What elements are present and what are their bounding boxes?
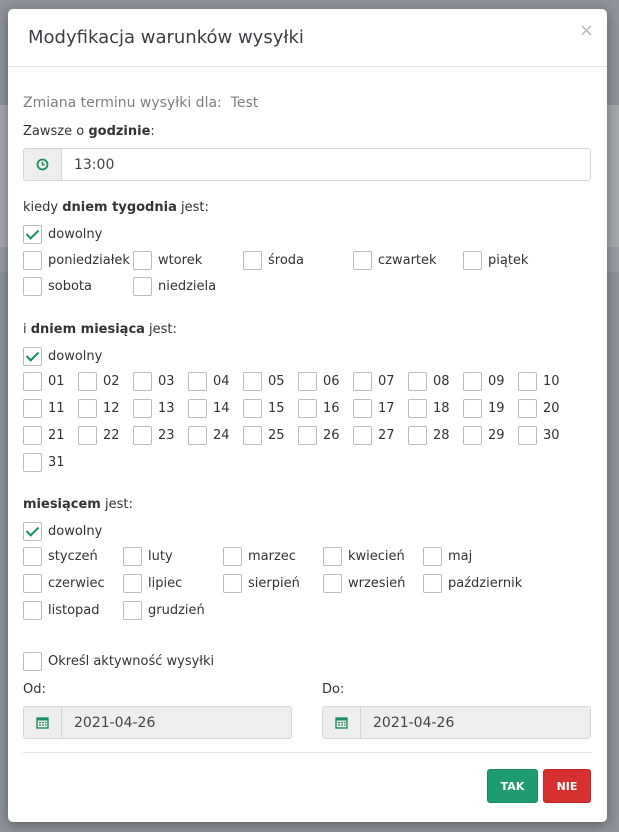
monthday-any-checkbox[interactable] bbox=[23, 347, 102, 366]
activity-checkbox[interactable] bbox=[23, 652, 214, 671]
month-checkbox-9-label: wrzesień bbox=[348, 576, 406, 591]
monthday-label-pre: i bbox=[23, 322, 31, 337]
subtitle bbox=[23, 95, 258, 111]
month-checkbox-12[interactable] bbox=[123, 601, 205, 620]
from-date-group[interactable] bbox=[23, 706, 292, 739]
monthday-checkbox-18[interactable] bbox=[408, 399, 450, 418]
month-checkbox-12-box[interactable] bbox=[123, 601, 142, 620]
monthday-checkbox-11-box[interactable] bbox=[23, 399, 42, 418]
calendar-icon bbox=[323, 707, 361, 738]
monthday-checkbox-15-label: 15 bbox=[268, 401, 285, 416]
monthday-checkbox-03[interactable] bbox=[133, 372, 175, 391]
monthday-checkbox-18-box[interactable] bbox=[408, 399, 427, 418]
monthday-label-bold: dniem miesiąca bbox=[30, 322, 145, 337]
monthday-checkbox-08[interactable] bbox=[408, 372, 450, 391]
monthday-checkbox-29-box[interactable] bbox=[463, 426, 482, 445]
monthday-checkbox-13-label: 13 bbox=[158, 401, 175, 416]
monthday-checkbox-23-label: 23 bbox=[158, 428, 175, 443]
monthday-checkbox-28-box[interactable] bbox=[408, 426, 427, 445]
month-checkbox-4-box[interactable] bbox=[323, 547, 342, 566]
weekday-checkbox-3-label: środa bbox=[268, 253, 305, 268]
month-any-checkbox-label: dowolny bbox=[48, 524, 103, 539]
monthday-checkbox-27-label: 27 bbox=[378, 428, 395, 443]
monthday-checkbox-05-box[interactable] bbox=[243, 372, 262, 391]
monthday-checkbox-04-label: 04 bbox=[213, 374, 230, 389]
monthday-checkbox-09[interactable] bbox=[463, 372, 505, 391]
monthday-checkbox-30-label: 30 bbox=[543, 428, 560, 443]
monthday-checkbox-19[interactable] bbox=[463, 399, 505, 418]
monthday-checkbox-27-box[interactable] bbox=[353, 426, 372, 445]
month-checkbox-7-label: lipiec bbox=[148, 576, 183, 591]
month-label-bold: miesiącem bbox=[23, 497, 101, 512]
monthday-any-checkbox-box[interactable] bbox=[23, 347, 42, 366]
monthday-checkbox-18-label: 18 bbox=[433, 401, 450, 416]
close-icon[interactable]: × bbox=[578, 20, 594, 41]
weekday-checkbox-3[interactable] bbox=[243, 251, 304, 270]
monthday-checkbox-16-label: 16 bbox=[323, 401, 340, 416]
monthday-checkbox-16-box[interactable] bbox=[298, 399, 317, 418]
monthday-checkbox-04[interactable] bbox=[188, 372, 230, 391]
weekday-checkbox-2[interactable] bbox=[133, 251, 202, 270]
monthday-checkbox-14-label: 14 bbox=[213, 401, 230, 416]
month-checkbox-2-label: luty bbox=[148, 549, 173, 564]
subtitle-name: Test bbox=[230, 95, 259, 111]
monthday-checkbox-21-label: 21 bbox=[48, 428, 65, 443]
monthday-checkbox-07-label: 07 bbox=[378, 374, 395, 389]
weekday-checkbox-6-box[interactable] bbox=[23, 277, 42, 296]
monthday-checkbox-17-box[interactable] bbox=[353, 399, 372, 418]
footer-divider bbox=[23, 752, 592, 753]
to-date-input[interactable]: 2021-04-26 bbox=[361, 707, 590, 738]
time-input[interactable]: 13:00 bbox=[74, 156, 115, 173]
month-checkbox-10-box[interactable] bbox=[423, 574, 442, 593]
month-checkbox-1-label: styczeń bbox=[48, 549, 98, 564]
weekday-label-pre: kiedy bbox=[23, 200, 63, 215]
monthday-checkbox-11[interactable] bbox=[23, 399, 65, 418]
no-button[interactable]: NIE bbox=[543, 769, 591, 803]
month-checkbox-3-box[interactable] bbox=[223, 547, 242, 566]
monthday-checkbox-31-box[interactable] bbox=[23, 453, 42, 472]
modal-title: Modyfikacja warunków wysyłki bbox=[28, 27, 304, 48]
month-checkbox-12-label: grudzień bbox=[148, 603, 205, 618]
monthday-checkbox-22-label: 22 bbox=[103, 428, 120, 443]
month-checkbox-3[interactable] bbox=[223, 547, 296, 566]
time-label bbox=[23, 124, 155, 139]
monthday-checkbox-24[interactable] bbox=[188, 426, 230, 445]
month-any-checkbox-box[interactable] bbox=[23, 522, 42, 541]
monthday-checkbox-23-box[interactable] bbox=[133, 426, 152, 445]
month-checkbox-8-box[interactable] bbox=[223, 574, 242, 593]
monthday-checkbox-20[interactable] bbox=[518, 399, 560, 418]
month-checkbox-11-label: listopad bbox=[48, 603, 100, 618]
yes-button[interactable]: TAK bbox=[487, 769, 538, 803]
month-checkbox-2[interactable] bbox=[123, 547, 173, 566]
from-date-input[interactable]: 2021-04-26 bbox=[62, 707, 291, 738]
weekday-checkbox-7[interactable] bbox=[133, 277, 216, 296]
monthday-checkbox-01-box[interactable] bbox=[23, 372, 42, 391]
monthday-checkbox-20-label: 20 bbox=[543, 401, 560, 416]
to-label: Do: bbox=[322, 682, 345, 697]
monthday-checkbox-19-box[interactable] bbox=[463, 399, 482, 418]
monthday-checkbox-12-label: 12 bbox=[103, 401, 120, 416]
weekday-checkbox-7-label: niedziela bbox=[158, 279, 217, 294]
monthday-checkbox-02-label: 02 bbox=[103, 374, 120, 389]
calendar-icon bbox=[24, 707, 62, 738]
month-label bbox=[23, 497, 133, 512]
monthday-checkbox-21-box[interactable] bbox=[23, 426, 42, 445]
weekday-checkbox-5-label: piątek bbox=[488, 253, 529, 268]
monthday-checkbox-02-box[interactable] bbox=[78, 372, 97, 391]
monthday-checkbox-31[interactable] bbox=[23, 453, 65, 472]
month-checkbox-9-box[interactable] bbox=[323, 574, 342, 593]
weekday-checkbox-7-box[interactable] bbox=[133, 277, 152, 296]
subtitle-prefix: Zmiana terminu wysyłki dla: bbox=[23, 95, 222, 111]
monthday-checkbox-17[interactable] bbox=[353, 399, 395, 418]
monthday-checkbox-29[interactable] bbox=[463, 426, 505, 445]
monthday-checkbox-02[interactable] bbox=[78, 372, 120, 391]
month-checkbox-3-label: marzec bbox=[248, 549, 296, 564]
monthday-checkbox-08-label: 08 bbox=[433, 374, 450, 389]
monthday-checkbox-30-box[interactable] bbox=[518, 426, 537, 445]
monthday-checkbox-01[interactable] bbox=[23, 372, 65, 391]
monthday-checkbox-06-label: 06 bbox=[323, 374, 340, 389]
monthday-checkbox-12[interactable] bbox=[78, 399, 120, 418]
monthday-checkbox-05[interactable] bbox=[243, 372, 285, 391]
from-label: Od: bbox=[23, 682, 46, 697]
monthday-checkbox-14[interactable] bbox=[188, 399, 230, 418]
weekday-label-bold: dniem tygodnia bbox=[62, 200, 177, 215]
month-checkbox-5-label: maj bbox=[448, 549, 473, 564]
weekday-any-checkbox-box[interactable] bbox=[23, 225, 42, 244]
month-checkbox-10-label: październik bbox=[448, 576, 523, 591]
weekday-checkbox-2-label: wtorek bbox=[158, 253, 203, 268]
monthday-checkbox-22-box[interactable] bbox=[78, 426, 97, 445]
monthday-checkbox-13-box[interactable] bbox=[133, 399, 152, 418]
month-checkbox-11-box[interactable] bbox=[23, 601, 42, 620]
month-checkbox-5[interactable] bbox=[423, 547, 472, 566]
weekday-checkbox-5-box[interactable] bbox=[463, 251, 482, 270]
monthday-checkbox-10-box[interactable] bbox=[518, 372, 537, 391]
monthday-checkbox-06-box[interactable] bbox=[298, 372, 317, 391]
monthday-checkbox-14-box[interactable] bbox=[188, 399, 207, 418]
weekday-checkbox-6-label: sobota bbox=[48, 279, 92, 294]
month-checkbox-6-box[interactable] bbox=[23, 574, 42, 593]
month-checkbox-11[interactable] bbox=[23, 601, 100, 620]
monthday-checkbox-26-box[interactable] bbox=[298, 426, 317, 445]
weekday-checkbox-4-box[interactable] bbox=[353, 251, 372, 270]
monthday-checkbox-09-box[interactable] bbox=[463, 372, 482, 391]
weekday-checkbox-1-label: poniedziałek bbox=[48, 253, 130, 268]
weekday-checkbox-4-label: czwartek bbox=[378, 253, 437, 268]
monthday-checkbox-27[interactable] bbox=[353, 426, 395, 445]
time-label-pre: Zawsze o bbox=[23, 124, 89, 139]
month-checkbox-4[interactable] bbox=[323, 547, 405, 566]
monthday-checkbox-22[interactable] bbox=[78, 426, 120, 445]
month-label-post: jest: bbox=[100, 497, 133, 512]
weekday-label-post: jest: bbox=[176, 200, 209, 215]
monthday-checkbox-15[interactable] bbox=[243, 399, 285, 418]
monthday-checkbox-11-label: 11 bbox=[48, 401, 65, 416]
month-checkbox-1-box[interactable] bbox=[23, 547, 42, 566]
monthday-checkbox-25[interactable] bbox=[243, 426, 285, 445]
weekday-any-checkbox[interactable] bbox=[23, 225, 102, 244]
monthday-checkbox-25-label: 25 bbox=[268, 428, 285, 443]
modal-header bbox=[8, 9, 607, 67]
monthday-checkbox-12-box[interactable] bbox=[78, 399, 97, 418]
month-checkbox-6[interactable] bbox=[23, 574, 105, 593]
monthday-checkbox-06[interactable] bbox=[298, 372, 340, 391]
monthday-checkbox-21[interactable] bbox=[23, 426, 65, 445]
monthday-checkbox-20-box[interactable] bbox=[518, 399, 537, 418]
month-checkbox-6-label: czerwiec bbox=[48, 576, 105, 591]
time-input-group[interactable] bbox=[23, 148, 591, 181]
monthday-checkbox-23[interactable] bbox=[133, 426, 175, 445]
weekday-checkbox-4[interactable] bbox=[353, 251, 437, 270]
activity-checkbox-label: Określ aktywność wysyłki bbox=[48, 654, 215, 669]
monthday-checkbox-31-label: 31 bbox=[48, 455, 65, 470]
monthday-checkbox-03-label: 03 bbox=[158, 374, 175, 389]
monthday-checkbox-03-box[interactable] bbox=[133, 372, 152, 391]
monthday-checkbox-26[interactable] bbox=[298, 426, 340, 445]
month-checkbox-5-box[interactable] bbox=[423, 547, 442, 566]
monthday-checkbox-28[interactable] bbox=[408, 426, 450, 445]
monthday-checkbox-07-box[interactable] bbox=[353, 372, 372, 391]
clock-icon bbox=[24, 149, 62, 180]
monthday-checkbox-25-box[interactable] bbox=[243, 426, 262, 445]
month-checkbox-10[interactable] bbox=[423, 574, 522, 593]
monthday-checkbox-04-box[interactable] bbox=[188, 372, 207, 391]
month-checkbox-8[interactable] bbox=[223, 574, 300, 593]
monthday-any-checkbox-label: dowolny bbox=[48, 349, 103, 364]
month-checkbox-7[interactable] bbox=[123, 574, 182, 593]
time-label-post: : bbox=[150, 124, 155, 139]
weekday-checkbox-5[interactable] bbox=[463, 251, 528, 270]
month-checkbox-4-label: kwiecień bbox=[348, 549, 405, 564]
month-checkbox-2-box[interactable] bbox=[123, 547, 142, 566]
month-checkbox-7-box[interactable] bbox=[123, 574, 142, 593]
monthday-checkbox-05-label: 05 bbox=[268, 374, 285, 389]
monthday-checkbox-24-box[interactable] bbox=[188, 426, 207, 445]
monthday-checkbox-10-label: 10 bbox=[543, 374, 560, 389]
time-label-bold: godzinie bbox=[88, 124, 151, 139]
month-any-checkbox[interactable] bbox=[23, 522, 102, 541]
monthday-checkbox-28-label: 28 bbox=[433, 428, 450, 443]
shipping-conditions-modal bbox=[8, 9, 607, 822]
monthday-checkbox-09-label: 09 bbox=[488, 374, 505, 389]
monthday-checkbox-24-label: 24 bbox=[213, 428, 230, 443]
monthday-label bbox=[23, 322, 177, 337]
monthday-checkbox-07[interactable] bbox=[353, 372, 395, 391]
monthday-checkbox-15-box[interactable] bbox=[243, 399, 262, 418]
monthday-checkbox-29-label: 29 bbox=[488, 428, 505, 443]
month-checkbox-1[interactable] bbox=[23, 547, 98, 566]
monthday-checkbox-30[interactable] bbox=[518, 426, 560, 445]
monthday-checkbox-01-label: 01 bbox=[48, 374, 65, 389]
monthday-checkbox-17-label: 17 bbox=[378, 401, 395, 416]
activity-checkbox-box[interactable] bbox=[23, 652, 42, 671]
weekday-label bbox=[23, 200, 209, 215]
monthday-label-post: jest: bbox=[144, 322, 177, 337]
monthday-checkbox-19-label: 19 bbox=[488, 401, 505, 416]
month-checkbox-9[interactable] bbox=[323, 574, 405, 593]
weekday-checkbox-2-box[interactable] bbox=[133, 251, 152, 270]
weekday-checkbox-3-box[interactable] bbox=[243, 251, 262, 270]
monthday-checkbox-13[interactable] bbox=[133, 399, 175, 418]
weekday-checkbox-1[interactable] bbox=[23, 251, 130, 270]
monthday-checkbox-10[interactable] bbox=[518, 372, 560, 391]
monthday-checkbox-26-label: 26 bbox=[323, 428, 340, 443]
month-checkbox-8-label: sierpień bbox=[248, 576, 300, 591]
weekday-checkbox-6[interactable] bbox=[23, 277, 92, 296]
weekday-any-checkbox-label: dowolny bbox=[48, 227, 103, 242]
weekday-checkbox-1-box[interactable] bbox=[23, 251, 42, 270]
monthday-checkbox-08-box[interactable] bbox=[408, 372, 427, 391]
monthday-checkbox-16[interactable] bbox=[298, 399, 340, 418]
to-date-group[interactable] bbox=[322, 706, 591, 739]
